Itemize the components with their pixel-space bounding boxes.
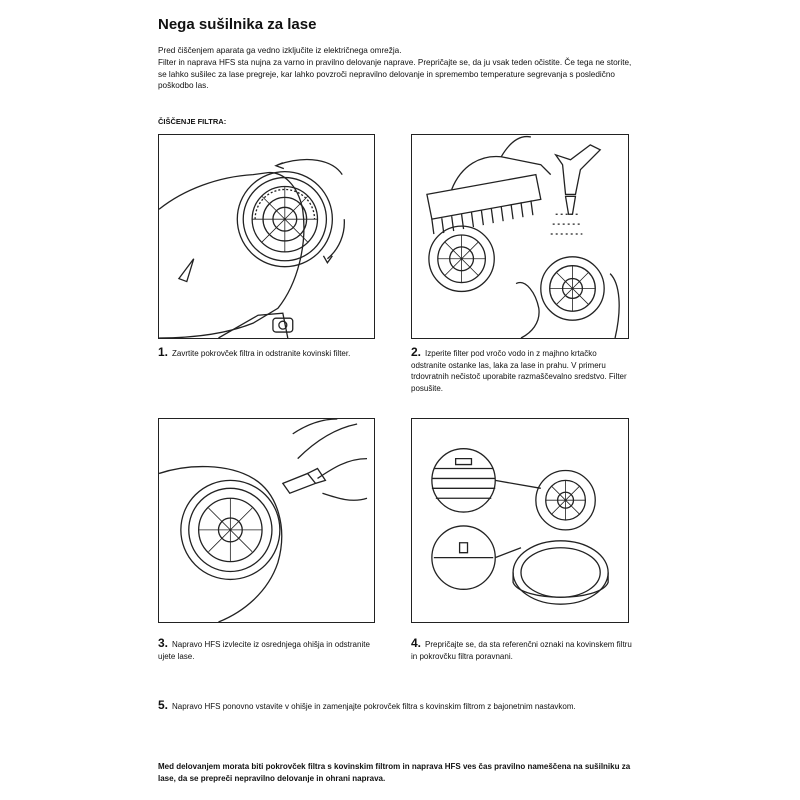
brush-and-tap-drawing — [412, 135, 628, 338]
illustration-align-markers — [411, 418, 629, 623]
illustration-clean-filter — [411, 134, 629, 339]
step-1-text: Zavrtite pokrovček filtra in odstranite kovinski filter. — [172, 349, 351, 358]
step-5 — [158, 700, 638, 713]
section-title: ČIŠČENJE FILTRA: — [158, 117, 227, 126]
step-3-number: 3. — [158, 636, 169, 650]
illustration-remove-filter-cap — [158, 134, 375, 339]
step-4-number: 4. — [411, 636, 422, 650]
step-2-number: 2. — [411, 345, 422, 359]
step-1-number: 1. — [158, 345, 169, 359]
step-5-text: Napravo HFS ponovno vstavite v ohišje in zamenjajte pokrovček filtra s kovinskim filtrom z bajonetnim nastavkom. — [172, 702, 576, 711]
step-4-text: Prepričajte se, da sta referenčni oznaki na kovinskem filtru in pokrovčku filtra poravnani. — [411, 640, 632, 661]
dryer-filter-cap-drawing — [159, 135, 374, 338]
footer-note: Med delovanjem morata biti pokrovček filtra s kovinskim filtrom in naprava HFS ves čas pravilno nameščena na sušilniku za lase, da se prepreči nepravilno delovanje in ohrani naprava. — [158, 762, 631, 783]
step-4 — [411, 638, 633, 662]
step-5-number: 5. — [158, 698, 169, 712]
intro-warning: Pred čiščenjem aparata ga vedno izključite iz električnega omrežja. — [158, 46, 402, 55]
step-2 — [411, 347, 633, 394]
illustration-remove-hfs — [158, 418, 375, 623]
intro-paragraph: Filter in naprava HFS sta nujna za varno in pravilno delovanje naprave. Prepričajte se, da ju vsak teden očistite. Če tega ne storite, se lahko sušilec za lase pregreje, kar lahko povzroči nepravilno delovanje in spremembo temperature segrevanja s posledično poškodbo las. — [158, 58, 632, 90]
step-3-text: Napravo HFS izvlecite iz osrednjega ohišja in odstranite ujete lase. — [158, 640, 370, 661]
step-3 — [158, 638, 378, 662]
step-1 — [158, 347, 378, 360]
hfs-removal-drawing — [159, 419, 374, 622]
page-title: Nega sušilnika za lase — [158, 16, 317, 33]
step-2-text: Izperite filter pod vročo vodo in z majhno krtačko odstranite ostanke las, laka za lase in prahu. V primeru trdovratnih nečistoč uporabite razmaščevalno sredstvo. Filter posušite. — [411, 349, 627, 393]
filter-alignment-drawing — [412, 419, 628, 622]
